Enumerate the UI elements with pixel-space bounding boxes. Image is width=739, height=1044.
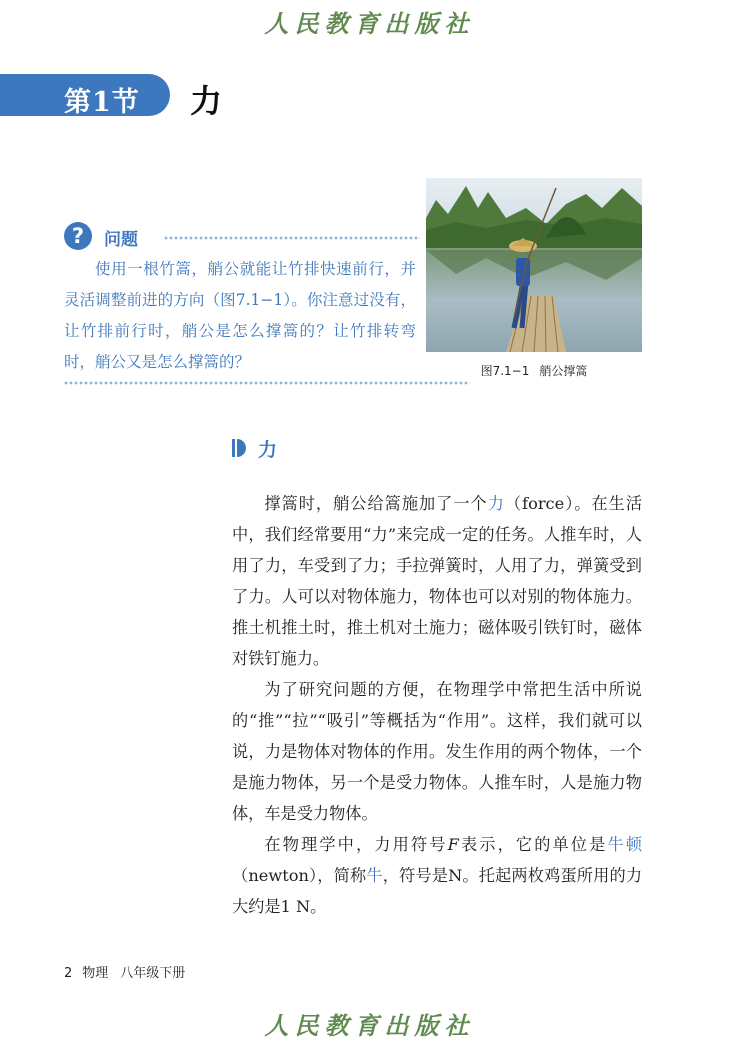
page-footer — [64, 962, 185, 981]
section-number-tab — [0, 74, 170, 116]
body-paragraph-2: 为了研究问题的方便，在物理学中常把生活中所说的“推”“拉”“吸引”等概括为“作用”。这样，我们就可以说，力是物体对物体的作用。发生作用的两个物体，一个是施力物体，另一个是受力物体。人推车时，人是施力物体，车是受力物体。 — [232, 680, 642, 823]
section-title: 力 — [190, 82, 223, 120]
p3-after: ，符号是N。托起两枚鸡蛋所用的力大约是1 N。 — [232, 866, 643, 916]
subsection-title: 力 — [258, 439, 278, 461]
p1-before: 撑篙时，艄公给篙施加了一个 — [264, 494, 488, 513]
force-symbol: F — [447, 835, 459, 854]
p1-after: （force）。在生活中，我们经常要用“力”来完成一定的任务。人推车时，人用了力，车受到了力；手拉弹簧时，人用了力，弹簧受到了力。人可以对物体施力，物体也可以对别的物体施力。推土机推土时，推土机对土施力；磁体吸引铁钉时，磁体对铁钉施力。 — [232, 494, 643, 668]
half-circle-bullet-icon — [232, 438, 248, 458]
keyword-force: 力 — [487, 494, 505, 513]
body-paragraph-1 — [232, 488, 642, 674]
question-icon: ? — [64, 222, 92, 250]
figure-caption — [426, 362, 642, 379]
footer-grade: 八年级下册 — [120, 966, 186, 981]
keyword-newton: 牛顿 — [607, 835, 643, 854]
question-text — [64, 254, 416, 378]
question-divider-bottom — [64, 381, 470, 385]
publisher-logo-bottom: 人民教育出版社 — [264, 1011, 475, 1040]
p3-before: 在物理学中，力用符号 — [264, 835, 448, 854]
publisher-logo-top: 人民教育出版社 — [264, 9, 475, 38]
figure-number: 图7.1−1 — [480, 364, 530, 378]
question-paragraph: 使用一根竹篙，艄公就能让竹排快速前行，并灵活调整前进的方向（图7.1−1）。你注意过没有，让竹排前行时，艄公是怎么撑篙的？让竹排转弯时，艄公又是怎么撑篙的？ — [64, 260, 416, 371]
p3-mid2: （newton），简称 — [232, 866, 367, 885]
footer-subject: 物理 — [82, 966, 109, 981]
boatman-photo — [426, 178, 642, 352]
question-heading: 问题 — [104, 230, 138, 250]
keyword-niu: 牛 — [366, 866, 383, 885]
p3-mid1: 表示，它的单位是 — [458, 835, 608, 854]
section-number-label: 第1节 — [64, 87, 140, 118]
figure-caption-text: 艄公撑篙 — [539, 364, 588, 378]
question-divider-top — [164, 236, 420, 240]
body-text — [232, 488, 642, 922]
body-paragraph-3 — [232, 829, 642, 922]
boatman-photo-illustration — [426, 178, 642, 352]
page-number: 2 — [64, 966, 73, 981]
